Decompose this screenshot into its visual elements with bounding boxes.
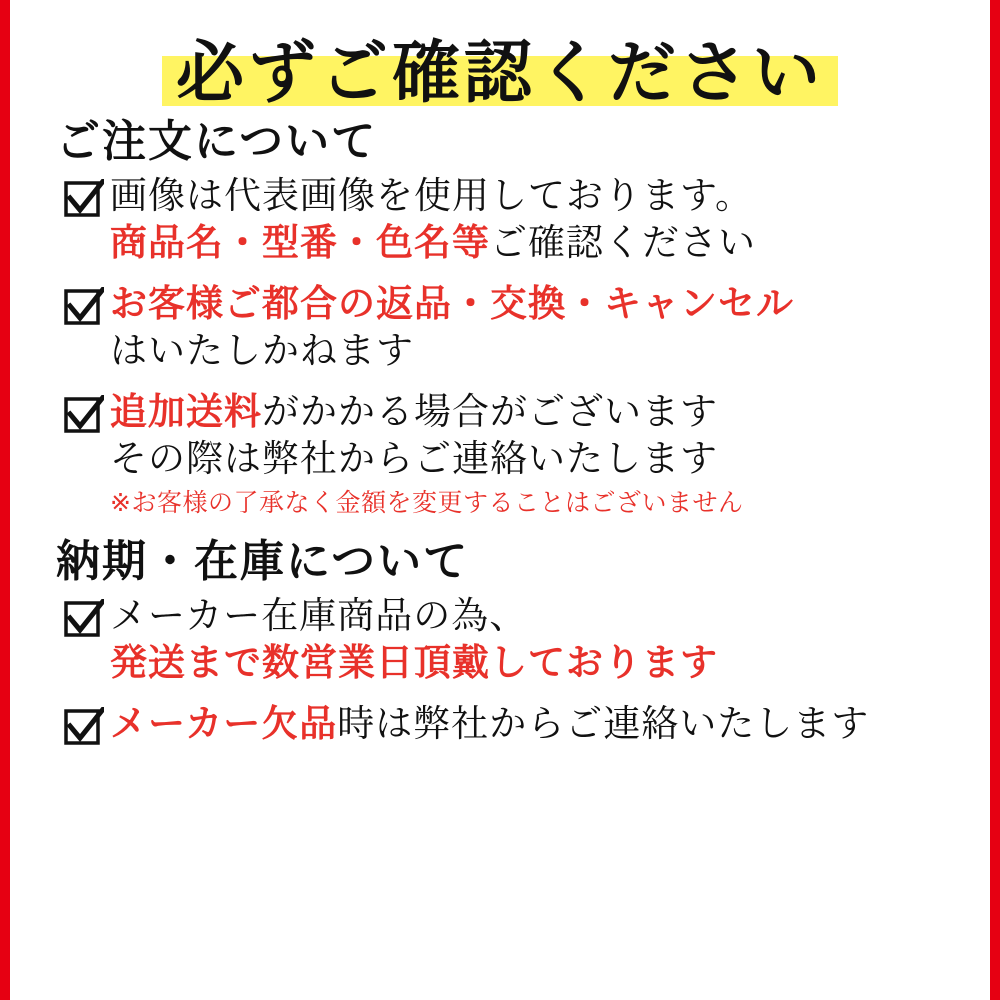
checkbox-checked-icon bbox=[64, 179, 104, 219]
list-line: メーカー在庫商品の為、 bbox=[110, 593, 528, 637]
plain-text: 時は弊社からご連絡いたします bbox=[337, 701, 870, 745]
list-item bbox=[64, 173, 962, 267]
list-note: ※お客様の了承なく金額を変更することはございません bbox=[110, 487, 744, 517]
checkbox-checked-icon bbox=[64, 599, 104, 639]
left-red-border bbox=[0, 0, 10, 1000]
list-line: はいたしかねます bbox=[110, 328, 414, 372]
section-heading-orders: ご注文について bbox=[56, 116, 378, 167]
title-container bbox=[38, 0, 962, 113]
list-line: お客様ご都合の返品・交換・キャンセル bbox=[110, 281, 794, 325]
checkbox-checked-icon bbox=[64, 707, 104, 747]
list-line bbox=[110, 389, 962, 436]
list-item-lines bbox=[110, 173, 962, 267]
title-text: 必ずご確認ください bbox=[175, 34, 824, 113]
emphasis-text: 商品名・型番・色名等 bbox=[110, 220, 490, 264]
list-item-lines bbox=[110, 593, 962, 687]
list-line bbox=[110, 220, 962, 267]
right-red-border bbox=[990, 0, 1000, 1000]
list-item bbox=[64, 281, 962, 375]
list-line: その際は弊社からご連絡いたします bbox=[110, 436, 718, 480]
list-item-lines bbox=[110, 701, 962, 748]
plain-text: がかかる場合がございます bbox=[262, 389, 718, 433]
plain-text: ご確認ください bbox=[490, 220, 756, 264]
emphasis-text: 追加送料 bbox=[110, 389, 262, 433]
emphasis-text: メーカー欠品 bbox=[110, 701, 338, 745]
list-item bbox=[64, 701, 962, 748]
page-title bbox=[162, 34, 838, 118]
list-item-lines bbox=[110, 281, 962, 375]
list-item-lines bbox=[110, 389, 962, 520]
section-heading-delivery: 納期・在庫について bbox=[56, 535, 470, 587]
notice-content bbox=[10, 0, 990, 1000]
list-line: 発送まで数営業日頂戴しております bbox=[110, 640, 718, 684]
list-line: 画像は代表画像を使用しております。 bbox=[110, 174, 754, 217]
checkbox-checked-icon bbox=[64, 395, 104, 435]
list-item bbox=[64, 593, 962, 687]
list-line bbox=[110, 701, 962, 748]
checkbox-checked-icon bbox=[64, 287, 104, 327]
list-item bbox=[64, 389, 962, 520]
